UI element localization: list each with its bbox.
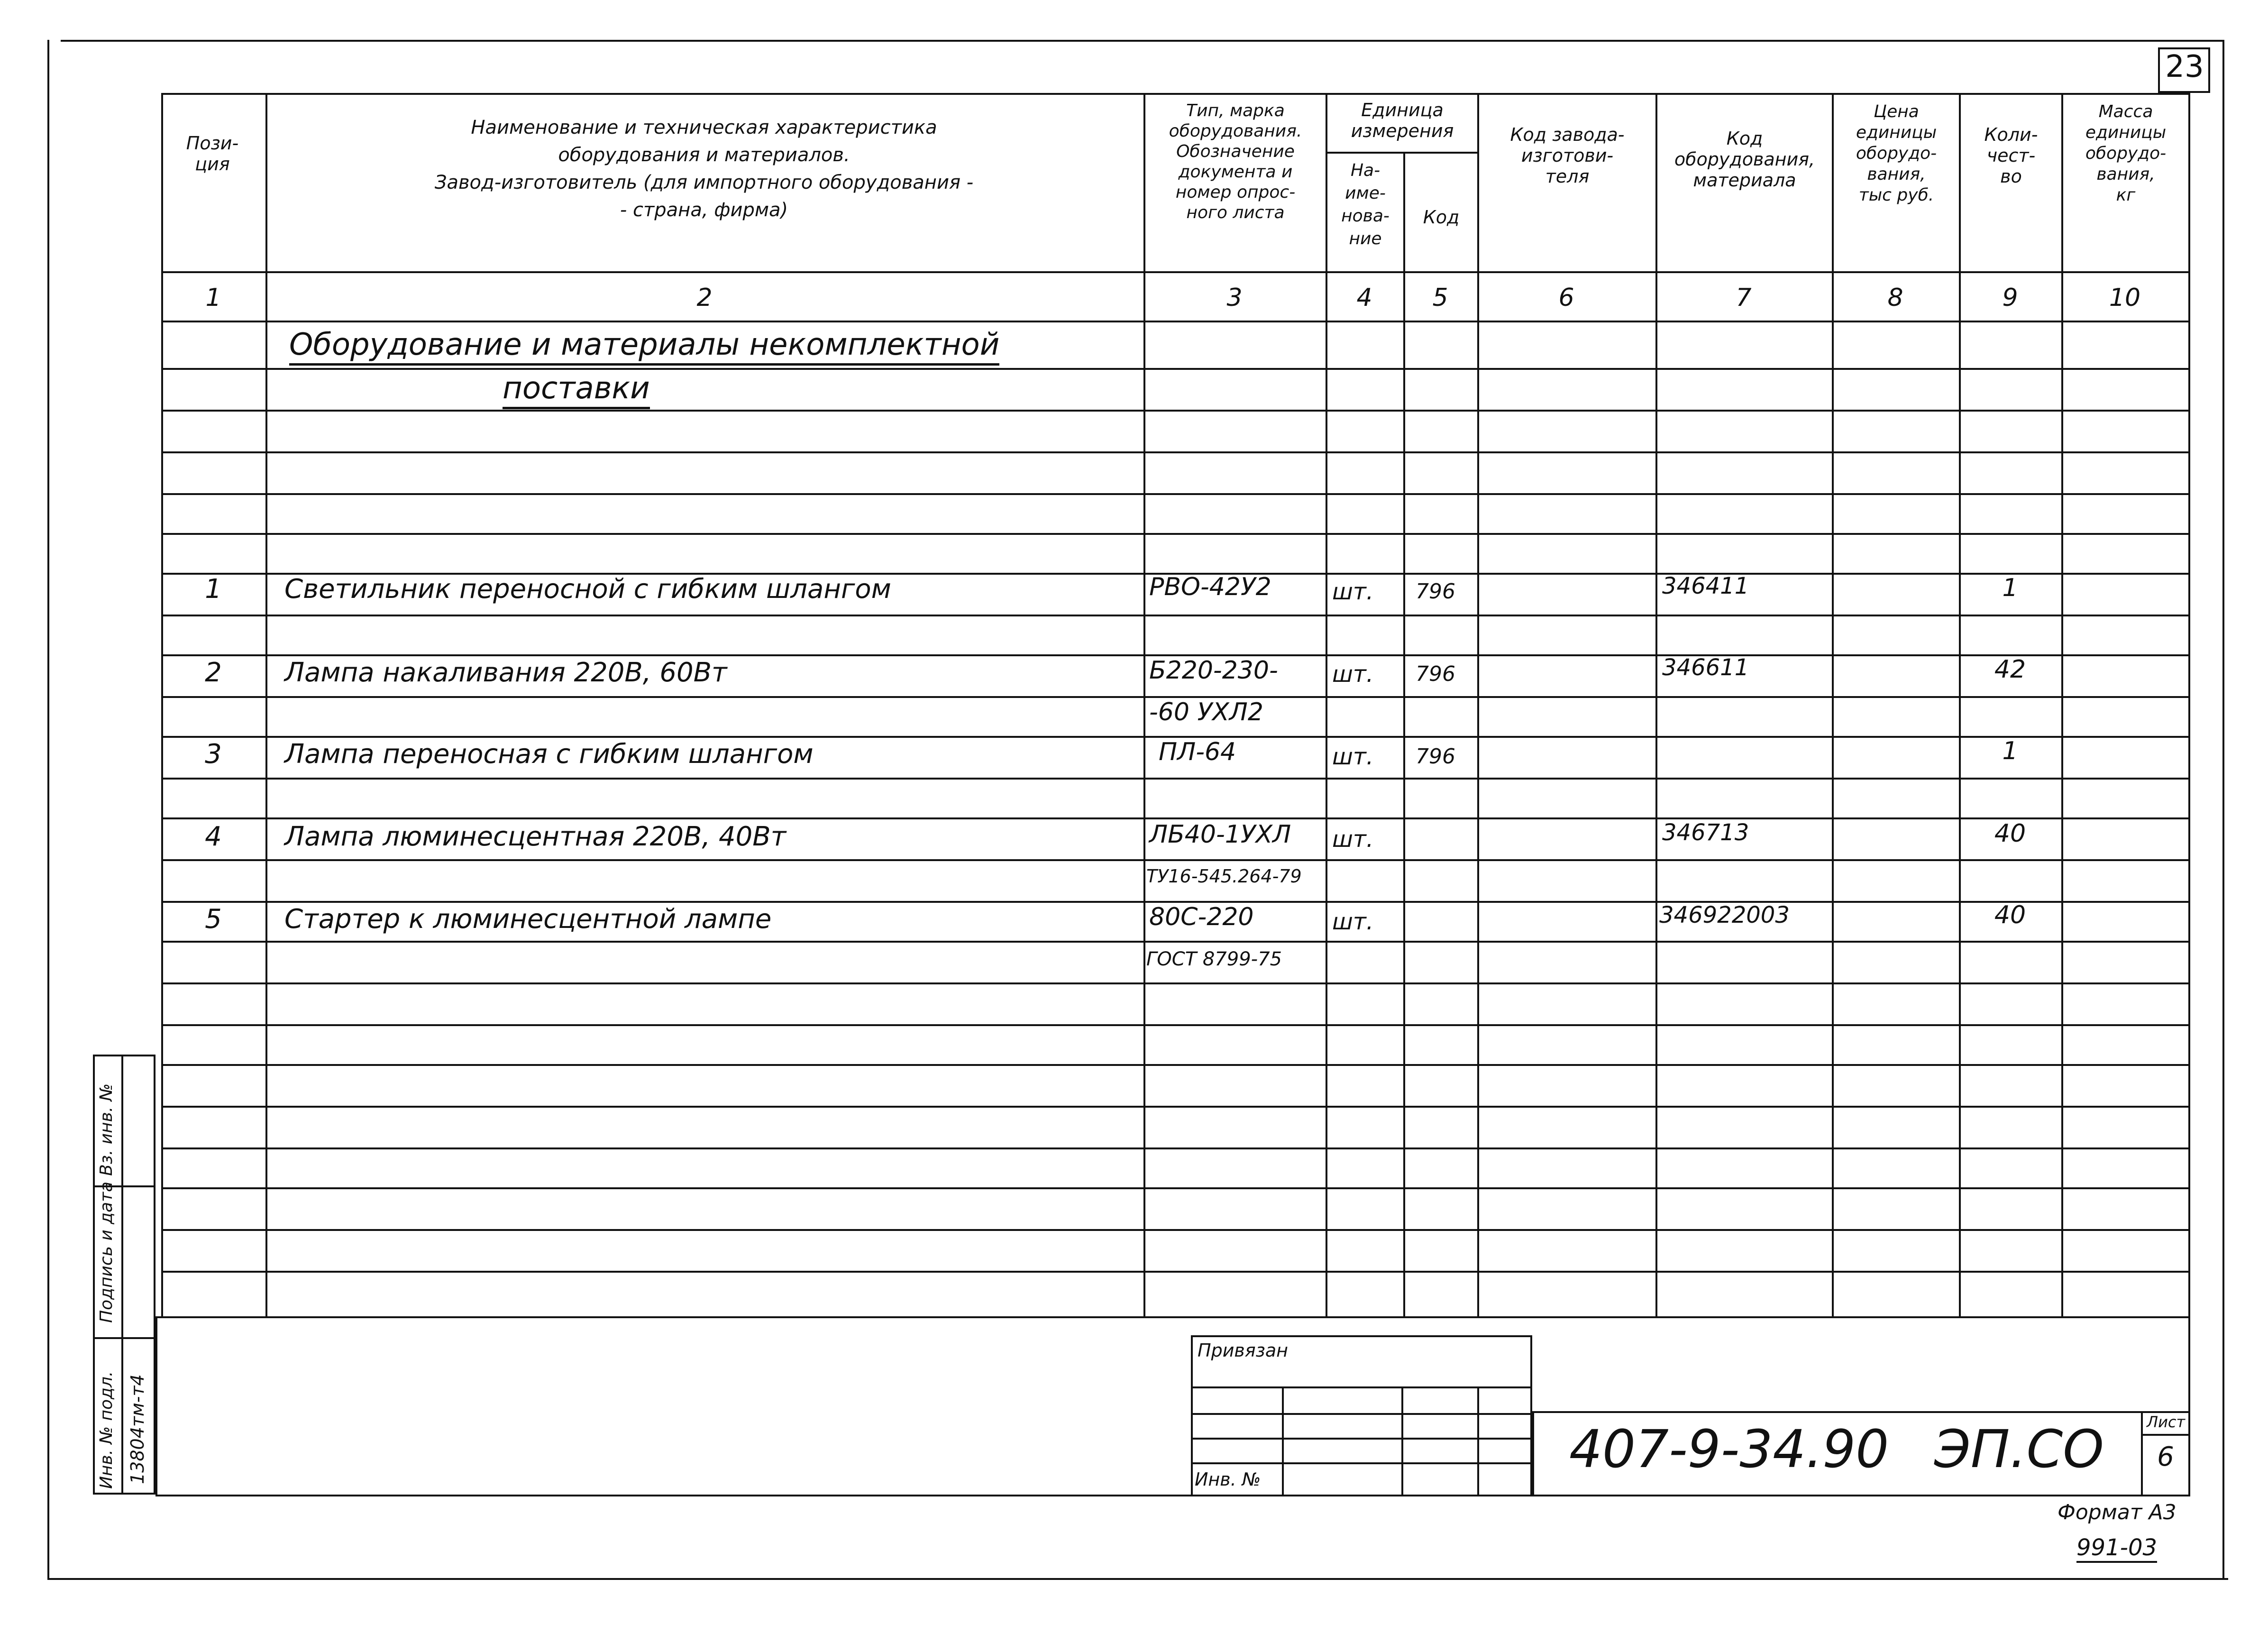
row-line: [161, 1064, 2190, 1066]
format-label: Формат А3: [2058, 1500, 2177, 1524]
col-number-4: 4: [1356, 284, 1372, 312]
archive-number: 991-03: [2076, 1534, 2157, 1563]
row-line: [161, 451, 2190, 453]
header-factory-code: Код завода- изготови- теля: [1510, 124, 1625, 187]
row-line: [161, 1106, 2190, 1108]
sheet-number: 6: [2157, 1441, 2174, 1472]
row1-quantity: 1: [2002, 574, 2018, 602]
header-mass: Масса единицы оборудо- вания, кг: [2085, 102, 2167, 205]
row1-position: 1: [205, 574, 222, 605]
inner-right: [2188, 93, 2190, 1496]
header-name: [270, 114, 1138, 224]
row-line: [161, 778, 2190, 780]
header-type: [1145, 101, 1326, 223]
row-line: [161, 615, 2190, 616]
row-line: [161, 368, 2190, 370]
title-block-left: [1532, 1411, 1534, 1496]
sheet-label: Лист: [2147, 1413, 2186, 1431]
col-line-3: [1326, 93, 1327, 1318]
row2-equipment-code: 346611: [1662, 654, 1749, 681]
row5-position: 5: [205, 904, 222, 935]
row3-quantity: 1: [2002, 737, 2018, 765]
col-number-9: 9: [2002, 284, 2018, 312]
row1-unit: шт.: [1332, 578, 1374, 605]
row5-quantity: 40: [1994, 901, 2026, 929]
header-price: Цена единицы оборудо- вания, тыс руб.: [1856, 102, 1937, 205]
col-number-2: 2: [696, 284, 713, 312]
row1-unit-code: 796: [1416, 579, 1455, 604]
header-type-line1: Тип, марка: [1186, 101, 1285, 120]
row3-unit: шт.: [1332, 743, 1374, 770]
col-number-1: 1: [205, 284, 221, 312]
row5-name: Стартер к люминесцентной лампе: [284, 904, 772, 935]
unit-group-line: [1326, 152, 1479, 154]
attached-vline3: [1477, 1386, 1479, 1495]
attached-vline1: [1282, 1386, 1284, 1495]
attached-line3: [1191, 1438, 1532, 1440]
header-unit-code: Код: [1423, 207, 1460, 228]
row4-unit: шт.: [1332, 826, 1374, 853]
frame-right: [2222, 40, 2224, 1580]
attached-label: Привязан: [1198, 1340, 1288, 1361]
header-name-line3: Завод-изготовитель (для импортного оборудования -: [434, 172, 974, 193]
document-suffix: ЭП.СО: [1934, 1419, 2104, 1479]
row1-equipment-code: 346411: [1662, 573, 1749, 599]
header-type-line6: ного листа: [1186, 203, 1285, 222]
attached-line4: [1191, 1462, 1532, 1464]
row-line: [161, 941, 2190, 943]
col-number-8: 8: [1887, 284, 1903, 312]
col-line-9: [2061, 93, 2063, 1318]
row2-quantity: 42: [1994, 655, 2026, 684]
row-line: [161, 1024, 2190, 1026]
header-name-line1: Наименование и техническая характеристика: [471, 117, 937, 138]
row4-equipment-code: 346713: [1662, 819, 1749, 846]
header-equipment-code: Код оборудования, материала: [1674, 128, 1815, 191]
row-line: [161, 1187, 2190, 1189]
row-line: [161, 410, 2190, 412]
row1-name: Светильник переносной с гибким шлангом: [284, 574, 891, 605]
col-line-5: [1477, 93, 1479, 1318]
attached-line2: [1191, 1413, 1532, 1415]
header-unit-group: Единица измерения: [1351, 100, 1454, 141]
col-number-5: 5: [1432, 284, 1448, 312]
col-line-0: [161, 93, 163, 1318]
row2-unit-code: 796: [1416, 662, 1455, 686]
row4-quantity: 40: [1994, 819, 2026, 848]
frame-bottom: [47, 1578, 2228, 1580]
side-stamp-inv-value: 13804тм-т4: [127, 1374, 148, 1484]
row-line: [161, 1229, 2190, 1231]
inner-left: [155, 1316, 157, 1496]
row-line: [161, 1147, 2190, 1149]
document-code: 407-9-34.90: [1569, 1419, 1889, 1479]
row4-position: 4: [205, 821, 222, 852]
row2-name: Лампа накаливания 220В, 60Вт: [284, 657, 727, 688]
title-block-top: [1532, 1411, 2190, 1413]
sheet-box-divider: [2141, 1434, 2190, 1436]
frame-top: [61, 40, 2222, 42]
inner-bottom: [155, 1495, 2190, 1496]
col-line-8: [1959, 93, 1961, 1318]
row4-type: ЛБ40-1УХЛ: [1149, 820, 1291, 849]
col-line-4: [1403, 152, 1405, 1318]
header-name-line2: оборудования и материалов.: [558, 144, 850, 166]
header-name-line4: - страна, фирма): [620, 199, 788, 221]
row3-type: ПЛ-64: [1159, 738, 1236, 766]
row-line: [161, 859, 2190, 861]
header-quantity: Коли- чест- во: [1984, 124, 2038, 187]
row4-name: Лампа люминесцентная 220В, 40Вт: [284, 821, 786, 852]
col-number-6: 6: [1558, 284, 1574, 312]
side-stamp-divider: [121, 1055, 123, 1495]
row2-type-line2: -60 УХЛ2: [1149, 698, 1263, 726]
attached-vline2: [1401, 1386, 1403, 1495]
header-type-line2: оборудования.: [1169, 121, 1302, 141]
col-line-1: [265, 93, 267, 1318]
row3-name: Лампа переносная с гибким шлангом: [284, 739, 814, 770]
row5-type-line2: ГОСТ 8799-75: [1146, 948, 1282, 970]
row3-position: 3: [205, 739, 222, 770]
number-row-bottom-line: [161, 321, 2190, 322]
section-title-line2: поставки: [503, 371, 650, 409]
col-number-3: 3: [1226, 284, 1243, 312]
header-type-line4: документа и: [1178, 162, 1293, 182]
row-line: [161, 533, 2190, 535]
row-line: [161, 1271, 2190, 1273]
side-stamp-replace-label: Вз. инв. №: [97, 1083, 116, 1176]
header-type-line3: Обозначение: [1176, 142, 1295, 161]
col-line-7: [1832, 93, 1834, 1318]
row2-type: Б220-230-: [1149, 656, 1278, 685]
row2-unit: шт.: [1332, 661, 1374, 688]
section-title-line1: Оборудование и материалы некомплектной: [289, 327, 999, 366]
row-line: [161, 817, 2190, 819]
row-line: [161, 982, 2190, 984]
header-position: Пози- ция: [186, 133, 239, 174]
side-stamp-sep2: [93, 1337, 155, 1339]
col-number-7: 7: [1736, 284, 1752, 312]
row3-unit-code: 796: [1416, 744, 1455, 769]
header-type-line5: номер опрос-: [1175, 183, 1296, 202]
row5-type: 80С-220: [1149, 903, 1254, 931]
corner-number: 23: [2165, 49, 2204, 84]
row5-unit: шт.: [1332, 909, 1374, 935]
side-stamp-inv-label: Инв. № подл.: [97, 1371, 116, 1489]
stamp-inv-label: Инв. №: [1195, 1469, 1261, 1490]
row4-type-line2: ТУ16-545.264-79: [1146, 866, 1302, 887]
inner-top: [161, 93, 2190, 95]
table-bottom-line: [155, 1316, 2190, 1318]
row1-type: РВО-42У2: [1149, 573, 1271, 601]
col-line-6: [1655, 93, 1657, 1318]
header-bottom-line: [161, 271, 2190, 273]
frame-left: [47, 40, 49, 1580]
row2-position: 2: [205, 657, 222, 688]
side-stamp-sign-label: Подпись и дата: [97, 1181, 116, 1323]
col-number-10: 10: [2109, 284, 2141, 312]
header-unit-name: На- име- нова- ние: [1341, 161, 1390, 248]
col-line-2: [1143, 93, 1145, 1318]
row-line: [161, 493, 2190, 495]
attached-line1: [1191, 1386, 1532, 1388]
row5-equipment-code: 346922003: [1659, 902, 1790, 928]
